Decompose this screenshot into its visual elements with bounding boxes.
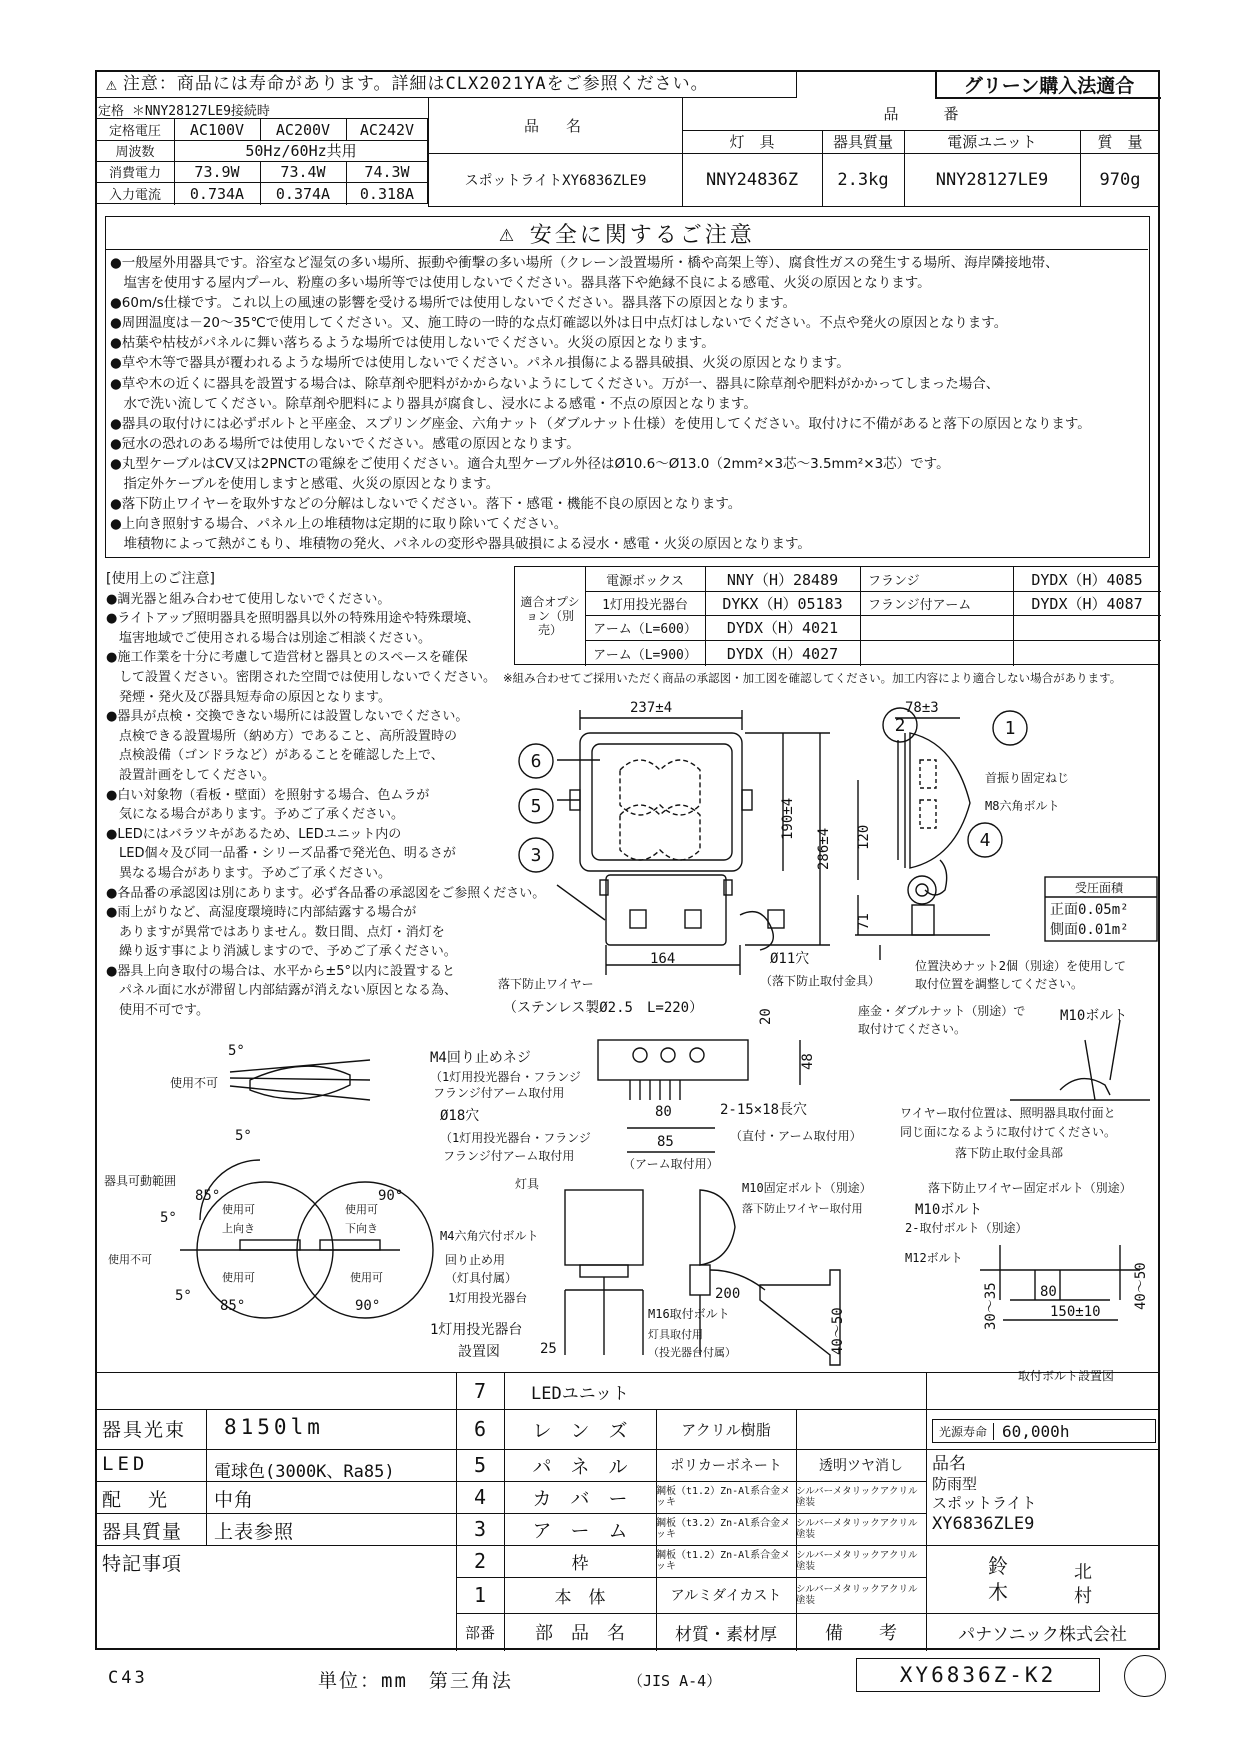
m16-bolt: M16取付ボルト	[648, 1307, 730, 1321]
m10-bolt: M10ボルト	[1060, 1008, 1128, 1024]
part-name-2: 枠	[571, 1553, 589, 1574]
parts-footer-no: 部番	[464, 1623, 495, 1642]
spec-label-3: 器具質量	[102, 1521, 183, 1543]
part-name-5: パ ネ ル	[532, 1455, 628, 1478]
fixture-mount1: 灯具取付用	[648, 1328, 703, 1341]
dim-40-50-b: 40～50	[1133, 1262, 1149, 1310]
life-box: 光源寿命 60,000h	[932, 1419, 1156, 1443]
dim-150: 150±10	[1050, 1304, 1101, 1320]
dim-85: 85	[657, 1134, 674, 1150]
spec-label-2: 配 光	[102, 1489, 172, 1511]
part-mat-4: 鋼板（t1.2）Zn-Al系合金メッキ	[656, 1486, 791, 1508]
slot: 2-15×18長穴	[720, 1102, 808, 1118]
part-remark-5: 透明ツヤ消し	[819, 1458, 903, 1474]
dim-80b: 80	[1040, 1284, 1057, 1300]
dim-71: 71	[856, 913, 872, 930]
sign-2: 北村	[1074, 1562, 1092, 1607]
part-no-4: 4	[473, 1485, 487, 1509]
part-no-2: 2	[473, 1549, 487, 1573]
dim-25: 25	[540, 1341, 557, 1357]
fixture-label: 灯具	[515, 1177, 540, 1191]
warning-icon: ⚠	[499, 219, 514, 247]
spec-value-0: 8150lm	[224, 1415, 324, 1439]
m10-fixed: M10固定ボルト（別途）	[742, 1181, 872, 1195]
position-note1: 位置決めナット2個（別途）を使用して	[915, 959, 1126, 973]
pressure-front: 正面0.05m²	[1050, 902, 1129, 918]
part-remark-3: シルバーメタリックアクリル塗装	[796, 1518, 918, 1540]
m8-bolt: M8六角ボルト	[985, 799, 1060, 813]
callout-3: 3	[530, 845, 542, 866]
parts-footer-name: 部 品 名	[535, 1623, 625, 1644]
anti-rot2: （灯具付属）	[445, 1271, 518, 1285]
part-name-6: レ ン ズ	[532, 1419, 628, 1442]
dim-20: 20	[758, 1008, 774, 1025]
angle-5-c: 5°	[160, 1210, 177, 1226]
usable-up: 使用可	[222, 1203, 255, 1216]
dim-120: 120	[856, 824, 872, 850]
company: パナソニック株式会社	[958, 1624, 1127, 1645]
revision-circle	[1124, 1655, 1166, 1697]
callout-6: 6	[530, 751, 542, 772]
bottom-block	[96, 1372, 1159, 1651]
part-name-4: カ バ ー	[532, 1487, 628, 1510]
unusable-top: 使用不可	[170, 1076, 219, 1090]
spec-value-2: 中角	[214, 1489, 255, 1511]
part-no-6: 6	[473, 1417, 487, 1441]
dim-hole11: Ø11穴	[770, 951, 810, 967]
spec-value-1: 電球色(3000K、Ra85)	[214, 1462, 395, 1482]
callout-5: 5	[530, 796, 542, 817]
angle-5-a: 5°	[228, 1043, 245, 1059]
m4-hex: M4六角穴付ボルト	[440, 1229, 539, 1243]
part-name-1: 本 体	[554, 1587, 606, 1608]
washer-note1: 座金・ダブルナット（別途）で	[858, 1004, 1026, 1018]
dim-h286: 286±4	[816, 827, 832, 870]
usable-right: 使用可	[350, 1271, 383, 1284]
up-label: 上向き	[222, 1222, 255, 1235]
drawing-number: XY6836Z-K2	[856, 1658, 1100, 1692]
wire-fix-bolt: 落下防止ワイヤー固定ボルト（別途）	[928, 1181, 1132, 1195]
m4-screw: M4回り止めネジ	[430, 1050, 531, 1066]
green-label: グリーン購入法適合	[935, 71, 1161, 99]
angle-85-bot: 85°	[220, 1298, 246, 1314]
position-note2: 取付位置を調整してください。	[915, 977, 1084, 991]
dim-40-50-a: 40～50	[830, 1307, 846, 1355]
spec-label-4: 特記事項	[102, 1553, 183, 1575]
ratings-table: 定格電圧 AC100V AC200V AC242V 周波数 50Hz/60Hz共用 消費電力 73.9W 73.4W 74.3W 入力電流 0.734A 0.374A 0.318A	[96, 118, 428, 204]
part-name-7: LEDユニット	[530, 1383, 630, 1404]
callout-1: 1	[1004, 718, 1016, 739]
product-table: 品 名 品 番 灯 具 器具質量 電源ユニット 質 量 スポットライトXY6836ZLE9 NNY24836Z 2.3kg NNY28127LE9 970g	[428, 97, 1159, 207]
part-no-5: 5	[473, 1453, 487, 1477]
angle-5-d: 5°	[175, 1288, 192, 1304]
wire-label: 落下防止ワイヤー	[498, 977, 594, 991]
wire-pos-note1: ワイヤー取付位置は、照明器具取付面と	[900, 1106, 1116, 1120]
stand-title1: 1灯用投光器台	[430, 1322, 523, 1338]
range-title: 器具可動範囲	[104, 1174, 177, 1188]
arm-use: （アーム取付用）	[623, 1157, 719, 1171]
hole18-note2: フランジ付アーム取付用	[443, 1149, 575, 1163]
spec-value-3: 上表参照	[214, 1521, 295, 1543]
angle-90-bot: 90°	[355, 1298, 381, 1314]
part-remark-1: シルバーメタリックアクリル塗装	[796, 1584, 918, 1606]
part-mat-6: アクリル樹脂	[681, 1420, 771, 1439]
m4-note1: （1灯用投光器台・フランジ	[430, 1070, 581, 1084]
spec-label-1: LED	[102, 1453, 149, 1475]
callout-2: 2	[894, 715, 906, 736]
m4-note2: フランジ付アーム取付用	[433, 1086, 565, 1100]
usage-title: [使用上のご注意]	[106, 571, 215, 587]
spec-label-0: 器具光束	[102, 1419, 187, 1441]
safety-notes: ●一般屋外用器具です。浴室など湿気の多い場所、振動や衝撃の多い場所（クレーン設置場所・橋や高架上等）、腐食性ガスの発生する場所、海岸隣接地帯、 塩害を使用する屋内プール、粉塵の多い場所等では使用しないでください。器具落下や絶縁不良による感電、火災の原因となります。 ●60m/s仕様です。これ以上の風速の影響を受ける場所では使用しないでください。器具落下の原因となります。 ●周囲温度は－20～35℃で使用してください。又、施工時の一時的な点灯確認以外は日中点灯はしないでください。不点や発火の原因となります。 ●枯葉や枯枝がパネルに舞い落ちるような場所では使用しないでください。火災の原因となります。 ●草や木等で器具が覆われるような場所では使用しないでください。パネル損傷による器具破損、火災の原因となります。 ●草や木の近くに器具を設置する場合は、除草剤や肥料がかからないようにしてください。万が一、器具に除草剤や肥料がかかってしまった場合、 水で洗い流してください。除草剤や肥料により器具が腐食し、浸水による感電・不点の原因となります。 ●器具の取付けには必ずボルトと平座金、スプリング座金、六角ナット（ダブルナット仕様）を使用してください。取付けに不備があると落下の原因となります。 ●冠水の恐れのある場所では使用しないでください。感電の原因となります。 ●丸型ケーブルはCV又は2PNCTの電線をご使用ください。適合丸型ケーブル外径はØ10.6～Ø13.0（2mm²×3芯～3.5mm²×3芯）です。 指定外ケーブルを使用しますと感電、火災の原因となります。 ●落下防止ワイヤーを取外すなどの分解はしないでください。落下・感電・機能不良の原因となります。 ●上向き照射する場合、パネル上の堆積物は定期的に取り除いてください。 堆積物によって熱がこもり、堆積物の発火、パネルの変形や器具破損による浸水・感電・火災の原因となります。	[110, 255, 1091, 553]
options-note: ※組み合わせてご採用いただく商品の承認図・加工図を確認してください。加工内容により適合しない場合があります。	[503, 671, 1122, 685]
usage-notes: [使用上のご注意] ●調光器と組み合わせて使用しないでください。 ●ライトアップ照明器具を照明器具以外の特殊用途や特殊環境、 塩害地域でご使用される場合は別途ご相談ください。 ●施工作業を十分に考慮して造営材と器具とのスペースを確保 して設置ください。密閉された空間では使用しないでください。 発煙・発火及び器具短寿命の原因となります。 ●器具が点検・交換できない場所には設置しないでください。 点検できる設置場所（納め方）であること、高所設置時の 点検設備（ゴンドラなど）があることを確認した上で、 設置計画をしてください。 ●白い対象物（看板・壁面）を照射する場合、色ムラが 気になる場合があります。予めご了承ください。 ●LEDにはバラツキがあるため、LEDユニット内の LED個々及び同一品番・シリーズ品番で発光色、明るさが 異なる場合があります。予めご了承ください。 ●各品番の承認図は別にあります。必ず各品番の承認図をご参照ください。 ●雨上がりなど、高湿度環境時に内部結露する場合が ありますが異常ではありません。数日間、点灯・消灯を 繰り返す事により消滅しますので、予めご了承ください。 ●器具上向き取付の場合は、水平から±5°以内に設置すると パネル面に水が滞留し内部結露が消えない原因となる為、 使用不可です。	[106, 571, 546, 1019]
footer-units: 単位：mm 第三角法	[318, 1670, 513, 1692]
wire-pos-note2: 同じ面になるように取付けてください。	[900, 1125, 1117, 1139]
dim-164: 164	[650, 951, 676, 967]
part-mat-5: ポリカーボネート	[670, 1458, 782, 1474]
usable-left: 使用可	[222, 1271, 255, 1284]
down-label: 下向き	[345, 1222, 378, 1235]
options-table: 適合オプション（別売） 電源ボックス NNY（H）28489 フランジ DYDX（H）4085 1灯用投光器台 DYKX（H）05183 フランジ付アーム DYDX（H）4087 アーム（L=600） DYDX（H）4021 アーム（L=900） DYDX（H）4027	[514, 566, 1160, 665]
warning-icon: ⚠	[106, 73, 117, 95]
washer-note2: 取付けてください。	[858, 1022, 967, 1036]
part-remark-2: シルバーメタリックアクリル塗装	[796, 1550, 918, 1572]
parts-footer-remark: 備 考	[825, 1623, 897, 1644]
slot-note: （直付・アーム取付用）	[730, 1129, 862, 1143]
footer-code: C43	[108, 1668, 148, 1688]
angle-85-top: 85°	[195, 1188, 221, 1204]
part-mat-1: アルミダイカスト	[670, 1588, 782, 1604]
caution-banner: ⚠ 注意：商品には寿命があります。詳細はCLX2021YAをご参照ください。	[96, 71, 797, 98]
sign-1: 鈴木	[988, 1554, 1008, 1604]
fall-prevent-fixture: （落下防止取付金具）	[760, 974, 881, 988]
product-name-block: 品名 防雨型 スポットライト XY6836ZLE9	[932, 1454, 1037, 1534]
angle-90-top: 90°	[378, 1188, 404, 1204]
dim-h190: 190±4	[780, 797, 796, 840]
dim-48: 48	[800, 1053, 816, 1070]
swivel-screw: 首振り固定ねじ	[985, 771, 1070, 785]
part-name-3: ア ー ム	[532, 1519, 628, 1542]
wire-mount: 落下防止ワイヤー取付用	[742, 1202, 863, 1215]
usable-down: 使用可	[345, 1203, 378, 1216]
fixture-mount2: （投光器台付属）	[648, 1346, 736, 1359]
callout-4: 4	[979, 830, 991, 851]
safety-title: 安全に関するご注意	[529, 222, 755, 248]
part-remark-4: シルバーメタリックアクリル塗装	[796, 1486, 918, 1508]
two-bolt: 2-取付ボルト（別途）	[905, 1221, 1028, 1235]
anti-rot1: 回り止め用	[445, 1253, 506, 1267]
footer-jis: （JIS A-4）	[628, 1672, 722, 1690]
part-mat-2: 鋼板（t1.2）Zn-Al系合金メッキ	[656, 1550, 791, 1572]
bolt-install-title: 取付ボルト設置図	[1018, 1369, 1115, 1383]
dim-30-35: 30～35	[983, 1282, 999, 1330]
wire-spec: （ステンレス製Ø2.5 L=220）	[503, 1000, 704, 1016]
dim-80: 80	[655, 1104, 672, 1120]
m12-bolt: M12ボルト	[905, 1251, 963, 1265]
m10-bolt2: M10ボルト	[915, 1202, 983, 1218]
part-mat-3: 鋼板（t3.2）Zn-Al系合金メッキ	[656, 1518, 791, 1540]
stand-title2: 設置図	[458, 1344, 500, 1360]
ratings-title: 定格 ＊NNY28127LE9接続時	[98, 104, 270, 119]
hole18: Ø18穴	[440, 1108, 480, 1124]
dim-side-top: 78±3	[905, 700, 939, 716]
dim-200: 200	[715, 1286, 741, 1302]
part-no-1: 1	[473, 1583, 487, 1607]
fall-fixture-title: 落下防止取付金具部	[955, 1146, 1064, 1160]
pressure-title: 受圧面積	[1075, 881, 1124, 895]
hole18-note1: （1灯用投光器台・フランジ	[440, 1131, 591, 1145]
dim-width: 237±4	[630, 700, 673, 716]
angle-5-b: 5°	[235, 1128, 252, 1144]
unusable-mid: 使用不可	[108, 1253, 152, 1266]
part-no-3: 3	[473, 1517, 487, 1541]
pressure-side: 側面0.01m²	[1050, 922, 1129, 938]
part-no-7: 7	[473, 1379, 487, 1403]
parts-footer-material: 材質・素材厚	[675, 1624, 777, 1645]
stand-label: 1灯用投光器台	[448, 1291, 528, 1305]
